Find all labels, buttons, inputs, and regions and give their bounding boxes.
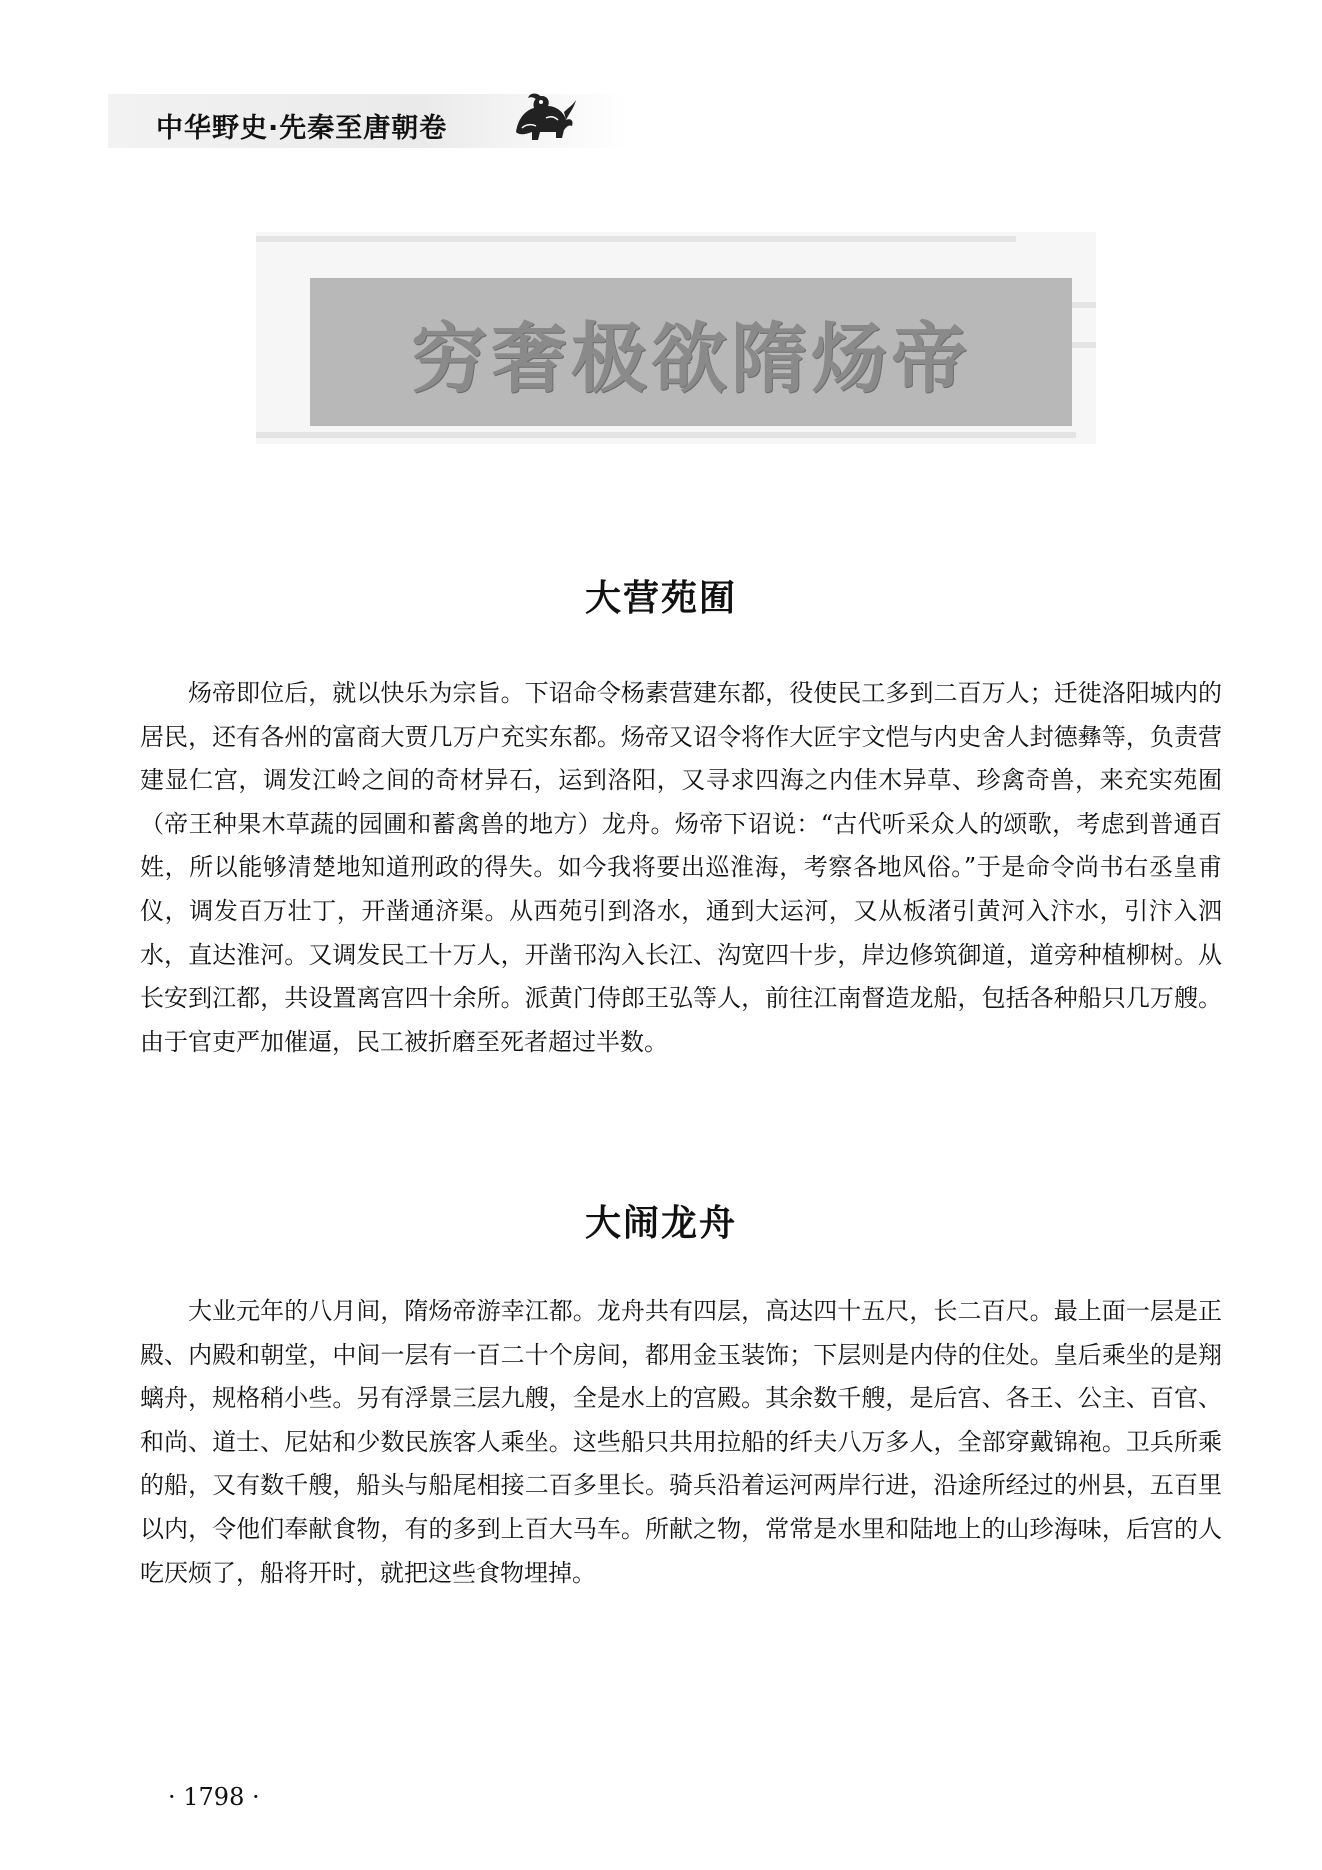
section-heading-dragon-boats: 大闹龙舟 (584, 1203, 737, 1244)
mythical-beast-emblem-icon (508, 88, 578, 148)
book-title: 中华野史·先秦至唐朝卷 (156, 113, 448, 144)
section-body-dragon-boats: 大业元年的八月间，隋炀帝游幸江都。龙舟共有四层，高达四十五尺，长二百尺。最上面一层是正殿、内殿和朝堂，中间一层有一百二十个房间，都用金玉装饰；下层则是内侍的住处。皇后乘坐的是翔螭舟，规格稍小些。另有浮景三层九艘，全是水上的宫殿。其余数千艘，是后宫、各王、公主、百官、和尚、道士、尼姑和少数民族客人乘坐。这些船只共用拉船的纤夫八万多人，全部穿戴锦袍。卫兵所乘的船，又有数千艘，船头与船尾相接二百多里长。骑兵沿着运河两岸行进，沿途所经过的州县，五百里以内，令他们奉献食物，有的多到上百大马车。所献之物，常常是水里和陆地上的山珍海味，后宫的人吃厌烦了，船将开时，就把这些食物埋掉。 (140, 1297, 1222, 1587)
page-number: · 1798 · (168, 1783, 260, 1811)
section-heading-gardens: 大营苑囿 (584, 578, 737, 619)
chapter-title: 穷奢极欲隋炀帝 (411, 313, 971, 403)
running-header (108, 88, 668, 154)
chapter-title-banner (310, 278, 1072, 426)
section-body-gardens: 炀帝即位后，就以快乐为宗旨。下诏命令杨素营建东都，役使民工多到二百万人；迁徙洛阳城内的居民，还有各州的富商大贾几万户充实东都。炀帝又诏令将作大匠宇文恺与内史舍人封德彝等，负责营建显仁宫，调发江岭之间的奇材异石，运到洛阳，又寻求四海之内佳木异草、珍禽奇兽，来充实苑囿（帝王种果木草蔬的园圃和蓄禽兽的地方）龙舟。炀帝下诏说：“古代听采众人的颂歌，考虑到普通百姓，所以能够清楚地知道刑政的得失。如今我将要出巡淮海，考察各地风俗。”于是命令尚书右丞皇甫仪，调发百万壮丁，开凿通济渠。从西苑引到洛水，通到大运河，又从板渚引黄河入汴水，引汴入泗水，直达淮河。又调发民工十万人，开凿邗沟入长江、沟宽四十步，岸边修筑御道，道旁种植柳树。从长安到江都，共设置离宫四十余所。派黄门侍郎王弘等人，前往江南督造龙船，包括各种船只几万艘。由于官吏严加催逼，民工被折磨至死者超过半数。 (140, 679, 1222, 1056)
